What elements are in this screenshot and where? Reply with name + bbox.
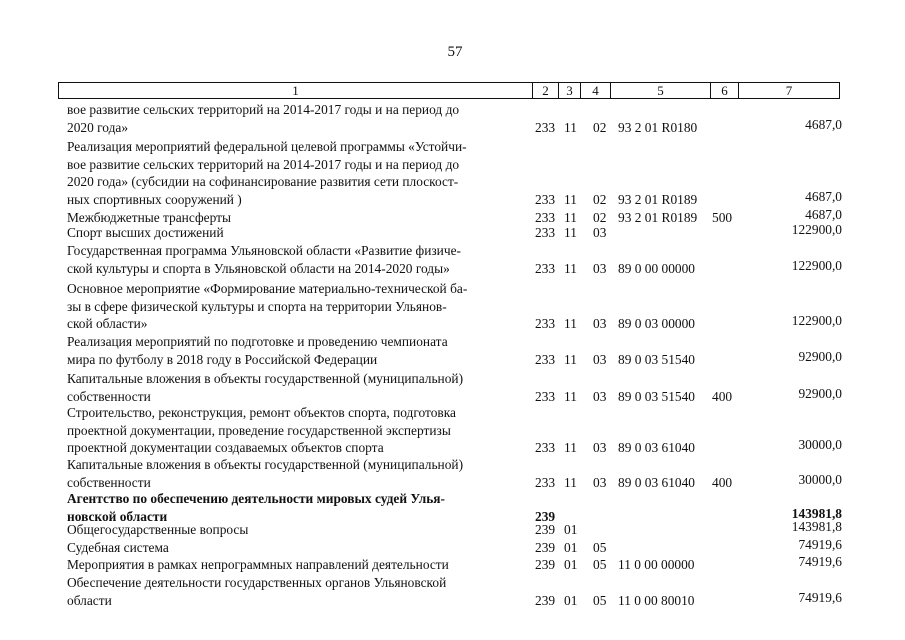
- row-code-pr: 05: [593, 540, 607, 555]
- table-header: [58, 82, 840, 99]
- row-code-rz: 11: [564, 388, 577, 404]
- row-code-pr: 02: [593, 191, 607, 207]
- row-amount: 92900,0: [798, 385, 842, 401]
- row-amount: 74919,6: [798, 589, 842, 605]
- row-amount: 4687,0: [805, 116, 842, 132]
- row-code-ved: 233: [535, 316, 556, 332]
- header-col-5: 5: [611, 83, 711, 98]
- row-code-ved: 239: [535, 522, 556, 537]
- row-amount: 74919,6: [798, 554, 842, 569]
- header-col-3: 3: [559, 83, 581, 98]
- row-code-rz: 11: [564, 440, 577, 456]
- header-col-7: 7: [785, 83, 793, 98]
- row-code-csr: 11 0 00 00000: [618, 557, 695, 572]
- row-amount: 143981,8: [791, 519, 842, 534]
- row-code-ved: 233: [535, 351, 556, 367]
- row-code-csr: 89 0 03 51540: [618, 388, 695, 404]
- row-code-pr: 03: [593, 388, 607, 404]
- row-code-ved: 233: [535, 260, 556, 276]
- row-code-pr: 02: [593, 119, 607, 135]
- row-code-rz: 11: [564, 119, 577, 135]
- row-description: Строительство, реконструкция, ремонт объектов спорта, подготовка проектной документации, проведение государственной экспертизы проектной документации создаваемых объектов спорта: [67, 405, 456, 456]
- row-code-ved: 233: [535, 474, 556, 490]
- row-code-ved: 233: [535, 388, 556, 404]
- row-amount: 122900,0: [791, 257, 842, 273]
- row-description: Агентство по обеспечению деятельности мировых судей Улья- новской области: [67, 491, 445, 524]
- row-code-ved: 239: [535, 557, 556, 572]
- row-amount: 122900,0: [791, 222, 842, 237]
- row-code-ved: 233: [535, 210, 556, 225]
- row-code-pr: 03: [593, 474, 607, 490]
- row-amount: 74919,6: [798, 537, 842, 552]
- row-code-ved: 239: [535, 508, 556, 524]
- row-amount: 143981,8: [791, 505, 842, 521]
- row-code-pr: 03: [593, 225, 607, 240]
- row-code-csr: 89 0 03 00000: [618, 316, 695, 332]
- row-amount: 4687,0: [805, 207, 842, 222]
- row-code-rz: 01: [564, 592, 578, 608]
- row-description: Обеспечение деятельности государственных органов Ульяновской области: [67, 575, 447, 608]
- header-col-6: 6: [711, 83, 739, 98]
- header-col-2: 2: [533, 83, 559, 98]
- row-code-ved: 233: [535, 119, 556, 135]
- row-description: Спорт высших достижений: [67, 225, 224, 240]
- row-code-rz: 11: [564, 260, 577, 276]
- row-description: Судебная система: [67, 540, 169, 555]
- row-code-ved: 233: [535, 191, 556, 207]
- row-code-rz: 11: [564, 191, 577, 207]
- row-description: Капитальные вложения в объекты государственной (муниципальной) собственности: [67, 371, 464, 404]
- row-code-pr: 03: [593, 316, 607, 332]
- row-code-rz: 01: [564, 557, 578, 572]
- row-code-vr: 400: [712, 474, 733, 490]
- row-code-pr: 03: [593, 440, 607, 456]
- row-code-vr: 500: [712, 210, 733, 225]
- row-code-rz: 11: [564, 316, 577, 332]
- row-description: Межбюджетные трансферты: [67, 210, 231, 225]
- row-code-rz: 11: [564, 474, 577, 490]
- row-amount: 92900,0: [798, 348, 842, 364]
- row-code-rz: 11: [564, 210, 577, 225]
- row-amount: 4687,0: [805, 188, 842, 204]
- row-code-ved: 233: [535, 225, 556, 240]
- row-code-csr: 93 2 01 R0180: [618, 119, 698, 135]
- row-code-csr: 93 2 01 R0189: [618, 191, 698, 207]
- row-code-ved: 233: [535, 440, 556, 456]
- row-description: Общегосударственные вопросы: [67, 522, 249, 537]
- row-code-csr: 89 0 03 51540: [618, 351, 695, 367]
- row-description: Государственная программа Ульяновской области «Развитие физиче- ской культуры и спорта в Ульяновской области на 2014-2020 годы»: [67, 243, 461, 276]
- row-description: Капитальные вложения в объекты государственной (муниципальной) собственности: [67, 457, 464, 490]
- row-description: Мероприятия в рамках непрограммных направлений деятельности: [67, 557, 449, 572]
- row-amount: 30000,0: [798, 437, 842, 453]
- row-code-pr: 05: [593, 592, 607, 608]
- row-description: вое развитие сельских территорий на 2014-2017 годы и на период до 2020 года»: [67, 102, 460, 135]
- row-code-rz: 11: [564, 225, 577, 240]
- row-code-csr: 11 0 00 80010: [618, 592, 695, 608]
- row-code-pr: 02: [593, 210, 607, 225]
- row-code-rz: 01: [564, 522, 578, 537]
- row-code-ved: 239: [535, 592, 556, 608]
- row-description: Реализация мероприятий по подготовке и проведению чемпионата мира по футболу в 2018 году в Российской Федерации: [67, 334, 448, 367]
- row-code-ved: 239: [535, 540, 556, 555]
- row-code-csr: 89 0 03 61040: [618, 440, 695, 456]
- row-description: Основное мероприятие «Формирование материально-технической ба- зы в сфере физической культуры и спорта на территории Ульянов- ской области»: [67, 281, 468, 332]
- row-code-vr: 400: [712, 388, 733, 404]
- row-code-pr: 03: [593, 260, 607, 276]
- row-description: Реализация мероприятий федеральной целевой программы «Устойчи- вое развитие сельских территорий на 2014-2017 годы и на период до 2020 года» (субсидии на софинансирование развития сети плоскост- ных спортивных сооружений ): [67, 139, 467, 207]
- row-code-rz: 11: [564, 351, 577, 367]
- page-number: 57: [447, 44, 463, 60]
- row-code-csr: 93 2 01 R0189: [618, 210, 698, 225]
- header-col-1: 1: [59, 83, 533, 98]
- row-amount: 122900,0: [791, 313, 842, 329]
- row-code-pr: 05: [593, 557, 607, 572]
- row-code-csr: 89 0 00 00000: [618, 260, 695, 276]
- row-amount: 30000,0: [798, 471, 842, 487]
- row-code-csr: 89 0 03 61040: [618, 474, 695, 490]
- header-col-4: 4: [581, 83, 611, 98]
- row-code-rz: 01: [564, 540, 578, 555]
- row-code-pr: 03: [593, 351, 607, 367]
